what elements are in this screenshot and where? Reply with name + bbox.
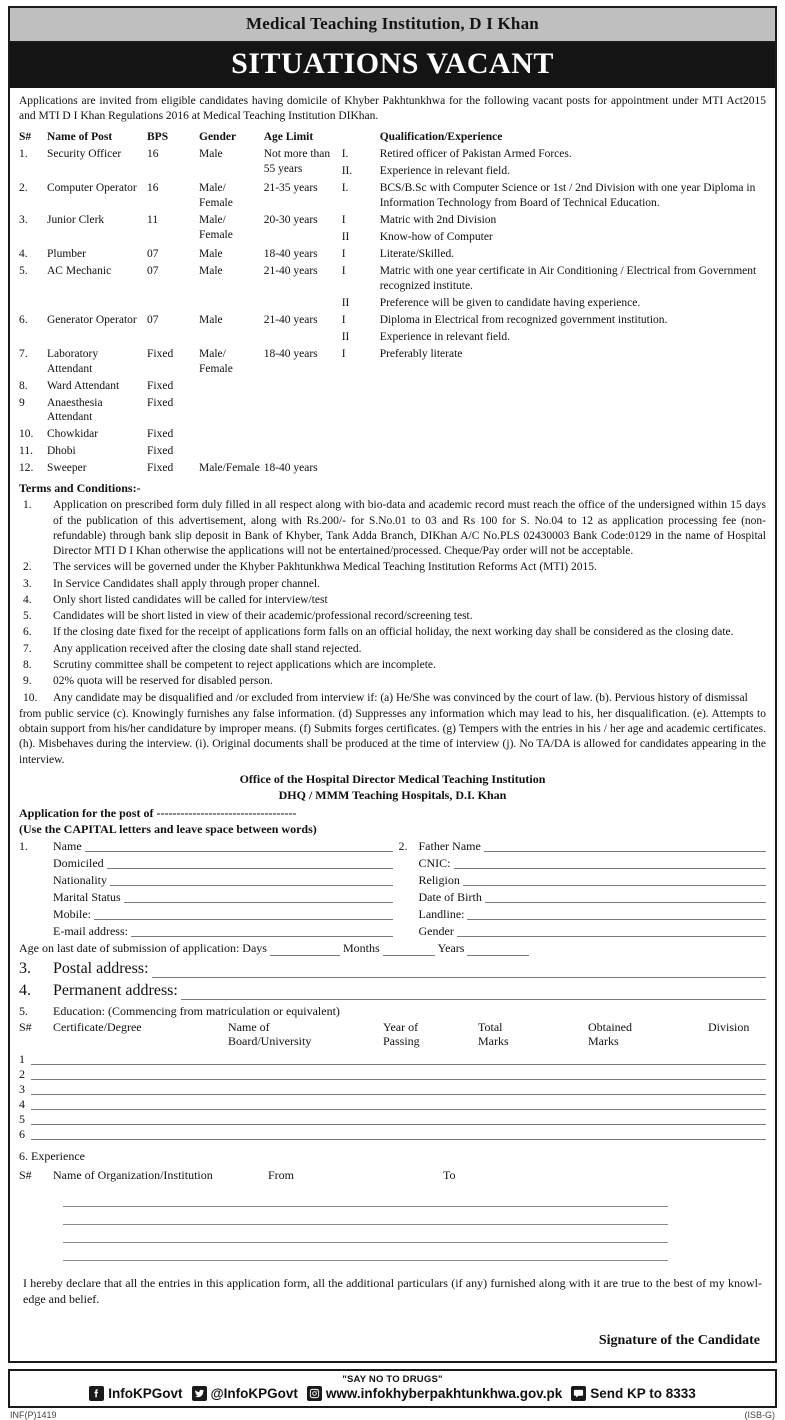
form-field-right-label: Father Name: [418, 839, 481, 854]
posts-table-body: [19, 146, 766, 477]
website-label: www.infokhyberpakhtunkhwa.gov.pk: [325, 1386, 563, 1402]
row-gender: Male: [199, 148, 223, 161]
form-field-right-label: Religion: [418, 873, 460, 888]
edu-col-sn-l1: S#: [19, 1020, 32, 1035]
form-field-left: [19, 890, 393, 903]
row-qual-index: [342, 395, 380, 427]
edu-col-certificate: [53, 1021, 228, 1049]
row-qualification: Diploma in Electrical from recognized government institution.: [379, 313, 668, 326]
col-qual-index: [342, 130, 380, 147]
col-bps: BPS: [147, 130, 169, 143]
form-field-right-input[interactable]: [484, 839, 766, 852]
edu-col-total-l2: Marks: [478, 1033, 509, 1048]
form-field-row: [19, 873, 766, 886]
form-field-right: [393, 873, 767, 886]
form-field-right-label: CNIC:: [418, 856, 451, 871]
education-row-number: 4: [19, 1096, 25, 1111]
row-qualification: Know-how of Computer: [379, 231, 493, 244]
form-field-row: [19, 924, 766, 937]
form-field-left-number: 1.: [19, 839, 28, 854]
terms-item-text: Candidates will be short listed in view of their academic/professional record/screening test.: [53, 610, 473, 623]
terms-item-text: Any application received after the closing date shall stand rejected.: [53, 642, 362, 655]
ref-right: (ISB-G): [744, 1410, 775, 1420]
table-row: [19, 212, 766, 229]
office-address: [19, 772, 766, 803]
edu-col-board-l1: Name of: [228, 1020, 270, 1035]
form-field-row: [19, 890, 766, 903]
slogan-say-no-to-drugs: "SAY NO TO DRUGS": [342, 1374, 443, 1386]
terms-item: [19, 593, 766, 608]
col-age-limit: Age Limit: [263, 130, 314, 143]
postal-address-row: [19, 960, 766, 978]
terms-item-number: 2.: [23, 561, 32, 574]
row-age-limit: 18-40 years: [263, 248, 318, 261]
twitter-label: @InfoKPGovt: [210, 1386, 298, 1402]
row-gender: Male: [199, 248, 223, 261]
row-gender: Male/Female: [199, 462, 260, 475]
capital-letters-note: (Use the CAPITAL letters and leave space between words): [19, 822, 317, 837]
row-bps: 16: [147, 182, 159, 195]
row-qual-index: II: [341, 330, 350, 343]
terms-item: [19, 577, 766, 592]
postal-address-input[interactable]: [152, 965, 766, 978]
row-bps: Fixed: [147, 445, 174, 458]
table-row: [19, 443, 766, 460]
terms-item-number: 3.: [23, 577, 32, 590]
exp-col-sn: S#: [19, 1167, 32, 1182]
row-bps: 16: [147, 148, 159, 161]
row-post-name: Plumber: [47, 248, 86, 261]
row-serial: 3.: [19, 214, 28, 227]
edu-col-year: [383, 1021, 478, 1049]
terms-heading: Terms and Conditions:-: [19, 481, 141, 496]
row-bps: Fixed: [147, 396, 174, 409]
age-on-last-date-row: [19, 941, 766, 956]
row-gender: Male/ Female: [199, 182, 233, 210]
posts-table-header-row: [19, 130, 766, 147]
row-serial: 1.: [19, 148, 28, 161]
education-row: [19, 1080, 766, 1095]
row-bps: 11: [147, 214, 159, 227]
age-months-input[interactable]: [383, 943, 435, 956]
footer-banner: [8, 1369, 777, 1408]
terms-item: [19, 658, 766, 673]
terms-item-number: 10.: [23, 691, 38, 704]
row-age-limit: 20-30 years: [263, 214, 318, 227]
row-serial: 6.: [19, 313, 28, 326]
form-field-right-input[interactable]: [454, 856, 766, 869]
permanent-address-row: [19, 982, 766, 1000]
form-field-right-input[interactable]: [467, 907, 766, 920]
form-field-left-input[interactable]: [131, 924, 393, 937]
edu-col-year-l2: Passing: [383, 1033, 420, 1048]
form-field-left: [19, 839, 393, 852]
terms-item-number: 1.: [23, 499, 32, 512]
row-qualification: [380, 395, 766, 427]
edu-col-obtained-l2: Marks: [588, 1033, 619, 1048]
education-row: [19, 1065, 766, 1080]
row-post-name: Security Officer: [47, 148, 122, 161]
row-qualification: Experience in relevant field.: [379, 165, 510, 178]
form-field-right-input[interactable]: [457, 924, 766, 937]
edu-col-board: [228, 1021, 383, 1049]
permanent-address-input[interactable]: [181, 987, 766, 1000]
row-qual-index: [342, 378, 380, 395]
terms-item: [19, 498, 766, 559]
form-field-left-label: Marital Status: [53, 890, 121, 905]
form-field-right-input[interactable]: [463, 873, 766, 886]
form-field-row: [19, 856, 766, 869]
row-post-name: AC Mechanic: [47, 265, 112, 278]
experience-row-input[interactable]: [63, 1243, 668, 1261]
social-twitter[interactable]: [192, 1386, 298, 1401]
experience-row-input[interactable]: [63, 1189, 668, 1207]
form-field-right: [393, 907, 767, 920]
form-field-right-number: 2.: [398, 839, 408, 854]
row-qual-index: I: [341, 265, 346, 278]
experience-title: 6. Experience: [19, 1148, 85, 1163]
edu-col-obtained-l1: Obtained: [588, 1020, 632, 1035]
row-qual-index: I.: [341, 182, 349, 195]
applicant-fields: [19, 839, 766, 937]
terms-list: [19, 498, 766, 706]
terms-item: [19, 642, 766, 657]
row-age-limit: 21-35 years: [263, 182, 318, 195]
office-line-2: DHQ / MMM Teaching Hospitals, D.I. Khan: [278, 787, 507, 802]
row-gender: Male/ Female: [199, 214, 233, 242]
term-10-continuation: from public service (c). Knowingly furnishes any false information. (d) Suppresses any information which may lead to his, her disqualification. (e). Attempts to obtain support from his/her candidature by improper means. (f) Submits forges certificates. (g) Tempers with the entries in his / her age and academic certificates. (h). Misbehaves during the interview. (i). Original documents shall be produced at the time of interview (j). No TA/DA is allowed for candidates appearing in the interview.: [19, 707, 766, 766]
edu-col-obtained-marks: [588, 1021, 708, 1049]
terms-item-number: 7.: [23, 642, 32, 655]
experience-table-header: [19, 1168, 766, 1183]
form-field-left-label: Mobile:: [53, 907, 91, 922]
form-field-right: [393, 924, 767, 937]
row-qualification: Matric with one year certificate in Air Conditioning / Electrical from Government recognized institute.: [379, 265, 757, 292]
education-row-input[interactable]: [31, 1080, 766, 1095]
ref-left: INF(P)1419: [10, 1410, 57, 1420]
permanent-address-number: 4.: [19, 982, 31, 1000]
row-qualification: [380, 378, 766, 395]
social-links-row: [10, 1386, 775, 1401]
signature-label: Signature of the Candidate: [598, 1333, 760, 1349]
declaration-text: I hereby declare that all the entries in this application form, all the additional particulars (if any) furnished along with it are true to the best of my knowl-edge and belief.: [23, 1275, 762, 1306]
form-field-row: [19, 907, 766, 920]
row-bps: Fixed: [147, 428, 174, 441]
form-field-left-label: E-mail address:: [53, 924, 128, 939]
education-label: Education: (Commencing from matriculation or equivalent): [53, 1004, 340, 1019]
row-age-limit: 21-40 years: [263, 265, 318, 278]
form-field-left-input[interactable]: [107, 856, 393, 869]
form-field-left-input[interactable]: [94, 907, 393, 920]
terms-item-number: 6.: [23, 626, 32, 639]
row-gender: Male: [199, 265, 223, 278]
social-facebook[interactable]: [89, 1386, 182, 1401]
row-bps: Fixed: [147, 347, 174, 360]
row-serial: 9: [19, 396, 25, 409]
terms-item: [19, 674, 766, 689]
banner-situations-vacant: SITUATIONS VACANT: [10, 43, 775, 88]
row-qualification: Preferably literate: [379, 347, 463, 360]
row-serial: 2.: [19, 182, 28, 195]
education-number: 5.: [19, 1004, 28, 1019]
terms-item-number: 5.: [23, 610, 32, 623]
age-days-input[interactable]: [270, 943, 340, 956]
form-field-right: [393, 839, 767, 852]
row-gender: [199, 378, 264, 395]
row-bps: Fixed: [147, 379, 174, 392]
row-qual-index: I.: [341, 148, 349, 161]
reference-line: [8, 1408, 777, 1420]
row-qualification: [380, 460, 766, 477]
row-qualification: Preference will be given to candidate having experience.: [379, 296, 641, 309]
age-years-label: Years: [437, 941, 465, 956]
row-qual-index: [342, 460, 380, 477]
row-gender: [199, 443, 264, 460]
education-row: [19, 1110, 766, 1125]
exp-col-to: To: [443, 1167, 456, 1182]
row-serial: 12.: [19, 462, 34, 475]
education-row-number: 1: [19, 1051, 25, 1066]
row-qual-index: [342, 426, 380, 443]
form-field-right-label: Gender: [418, 924, 454, 939]
advertisement-body: [10, 88, 775, 1362]
col-gender: Gender: [199, 130, 237, 143]
terms-item-text: If the closing date fixed for the receipt of applications form falls on an official holiday, the next working day shall be considered as the closing date.: [53, 626, 734, 639]
social-website[interactable]: [307, 1386, 562, 1401]
row-gender: Male: [199, 313, 223, 326]
row-post-name: Chowkidar: [47, 428, 99, 441]
row-post-name: Laboratory Attendant: [47, 347, 99, 375]
row-bps: Fixed: [147, 462, 174, 475]
sms-icon: [571, 1386, 586, 1401]
row-post-name: Sweeper: [47, 462, 87, 475]
age-years-input[interactable]: [467, 943, 529, 956]
terms-item-text: Application on prescribed form duly filled in all respect along with bio-data and academic record must reach the office of the undersigned within 15 days of the publication of this advertisement, along with Rs.200/- for S.No.01 to 03 and Rs 100 for S. No.04 to 12 as application processing fee (non-refundable) through bank slip deposit in Bank of Khyber, Tank Adda Branch, DIKhan A/C No.PLS 02430003 Bank Code:0129 in the name of Hospital Director MTI D I Khan otherwise the applications will not be entertained/processed. Cheque/Pay order will not be acceptable.: [53, 499, 766, 558]
exp-col-organization: Name of Organization/Institution: [53, 1167, 213, 1182]
table-row: [19, 246, 766, 263]
application-post-line: Application for the post of -----------------------------------: [19, 806, 297, 821]
table-row: [19, 146, 766, 163]
row-post-name: Ward Attendant: [47, 379, 120, 392]
postal-address-number: 3.: [19, 960, 31, 978]
facebook-label: InfoKPGovt: [108, 1386, 183, 1402]
edu-col-division-l1: Division: [708, 1020, 750, 1035]
row-qual-index: I: [341, 214, 346, 227]
row-gender: Male/ Female: [199, 347, 233, 375]
form-field-left-input[interactable]: [85, 839, 393, 852]
row-serial: 7.: [19, 347, 28, 360]
edu-col-board-l2: Board/University: [228, 1033, 312, 1048]
sms-label: Send KP to 8333: [590, 1386, 696, 1402]
row-post-name: Computer Operator: [47, 182, 137, 195]
row-qual-index: II: [341, 296, 350, 309]
education-row-input[interactable]: [31, 1065, 766, 1080]
row-age-limit: [264, 426, 342, 443]
social-sms[interactable]: [571, 1386, 696, 1401]
edu-col-total-marks: [478, 1021, 588, 1049]
row-qual-index: [342, 443, 380, 460]
row-age-limit: Not more than 55 years: [263, 148, 331, 176]
edu-col-certificate-l1: Certificate/Degree: [53, 1020, 142, 1035]
row-qual-index: II.: [341, 165, 353, 178]
posts-table: [19, 130, 766, 478]
form-field-left-label: Name: [53, 839, 82, 854]
instagram-icon: [307, 1386, 322, 1401]
education-row: [19, 1050, 766, 1065]
row-post-name: Anaesthesia Attendant: [47, 396, 103, 424]
row-serial: 10.: [19, 428, 34, 441]
terms-item-number: 9.: [23, 675, 32, 688]
row-qualification: [380, 443, 766, 460]
form-field-row: [19, 839, 766, 852]
table-row: [19, 378, 766, 395]
row-qualification: Retired officer of Pakistan Armed Forces.: [379, 148, 572, 161]
row-post-name: Dhobi: [47, 445, 76, 458]
row-qual-index: I: [341, 347, 346, 360]
education-table-header: [19, 1021, 766, 1049]
terms-item-text: Any candidate may be disqualified and /or excluded from interview if: (a) He/She was convinced by the court of law. (b). Pervious history of dismissal: [53, 691, 748, 704]
terms-item-number: 8.: [23, 659, 32, 672]
education-row-input[interactable]: [31, 1050, 766, 1065]
form-field-left-input[interactable]: [110, 873, 393, 886]
form-field-right-input[interactable]: [485, 890, 766, 903]
row-age-limit: [264, 395, 342, 427]
terms-item: [19, 560, 766, 575]
row-serial: 5.: [19, 265, 28, 278]
table-row: [19, 180, 766, 212]
education-row-number: 3: [19, 1081, 25, 1096]
edu-col-year-l1: Year of: [383, 1020, 419, 1035]
terms-item-text: 02% quota will be reserved for disabled person.: [53, 675, 273, 688]
education-rows: [19, 1050, 766, 1140]
intro-paragraph: Applications are invited from eligible candidates having domicile of Khyber Pakhtunkhwa for the following vacant posts for appointment under MTI Act2015 and MTI D I Khan Regulations 2016 at Medical Teaching Institution DIKhan.: [19, 94, 766, 123]
education-row-number: 6: [19, 1126, 25, 1141]
experience-row-input[interactable]: [63, 1207, 668, 1225]
education-row-input[interactable]: [31, 1095, 766, 1110]
row-age-limit: 21-40 years: [263, 313, 318, 326]
age-months-label: Months: [342, 941, 380, 956]
row-serial: 11.: [19, 445, 33, 458]
education-row-input[interactable]: [31, 1125, 766, 1140]
terms-item-text: In Service Candidates shall apply through proper channel.: [53, 577, 320, 590]
row-qual-index: I: [341, 248, 346, 261]
form-field-left-label: Nationality: [53, 873, 107, 888]
row-age-limit: [264, 378, 342, 395]
page-title: Medical Teaching Institution, D I Khan: [10, 8, 775, 43]
form-field-left: [19, 873, 393, 886]
age-prefix-label: Age on last date of submission of application: Days: [19, 941, 267, 956]
education-row-number: 5: [19, 1111, 25, 1126]
form-field-left-input[interactable]: [124, 890, 393, 903]
exp-col-from: From: [268, 1167, 295, 1182]
education-row: [19, 1095, 766, 1110]
form-field-left: [19, 907, 393, 920]
table-row: [19, 312, 766, 329]
terms-item: [19, 691, 766, 706]
table-row: [19, 426, 766, 443]
row-qual-index: I: [341, 313, 346, 326]
row-bps: 07: [147, 265, 159, 278]
education-row: [19, 1125, 766, 1140]
table-row: [19, 395, 766, 427]
terms-item-text: Only short listed candidates will be called for interview/test: [53, 593, 328, 606]
experience-rows: [63, 1189, 668, 1261]
form-field-left: [19, 856, 393, 869]
row-bps: 07: [147, 313, 159, 326]
row-age-limit: 18-40 years: [263, 347, 318, 360]
row-age-limit: 18-40 years: [263, 462, 318, 475]
education-row-number: 2: [19, 1066, 25, 1081]
terms-item: [19, 625, 766, 640]
edu-col-division: [708, 1021, 766, 1049]
form-field-right-label: Landline:: [418, 907, 465, 922]
col-sn: S#: [19, 130, 32, 143]
row-qualification: Experience in relevant field.: [379, 330, 510, 343]
row-gender: [199, 426, 264, 443]
office-line-1: Office of the Hospital Director Medical Teaching Institution: [239, 772, 546, 786]
form-field-right: [393, 890, 767, 903]
row-qualification: BCS/B.Sc with Computer Science or 1st / 2nd Division with one year Diploma in Information Technology from Board of Technical Education.: [379, 182, 756, 210]
row-serial: 4.: [19, 248, 28, 261]
col-name-of-post: Name of Post: [47, 130, 113, 143]
terms-item-number: 4.: [23, 593, 32, 606]
twitter-icon: [192, 1386, 207, 1401]
row-qualification: Matric with 2nd Division: [379, 214, 497, 227]
row-age-limit: [264, 443, 342, 460]
row-post-name: Generator Operator: [47, 313, 137, 326]
table-row: [19, 460, 766, 477]
edu-col-total-l1: Total: [478, 1020, 503, 1035]
table-row: [19, 263, 766, 295]
row-bps: 07: [147, 248, 159, 261]
facebook-icon: [89, 1386, 104, 1401]
form-field-right: [393, 856, 767, 869]
row-post-name: Junior Clerk: [47, 214, 105, 227]
row-qual-index: II: [341, 231, 350, 244]
row-qualification: Literate/Skilled.: [379, 248, 455, 261]
permanent-address-label: Permanent address:: [53, 982, 178, 1000]
col-qualification: Qualification/Experience: [379, 130, 503, 143]
advertisement-frame: [8, 6, 777, 1363]
row-qualification: [380, 426, 766, 443]
row-gender: [199, 395, 264, 427]
education-row-input[interactable]: [31, 1110, 766, 1125]
education-section-label-row: [19, 1004, 766, 1019]
terms-item: [19, 609, 766, 624]
form-field-right-label: Date of Birth: [418, 890, 482, 905]
terms-item-text: The services will be governed under the Khyber Pakhtunkhwa Medical Teaching Institution Reforms Act (MTI) 2015.: [53, 561, 597, 574]
table-row: [19, 346, 766, 378]
postal-address-label: Postal address:: [53, 960, 149, 978]
edu-col-sn: [19, 1021, 53, 1049]
form-field-left: [19, 924, 393, 937]
terms-item-text: Scrutiny committee shall be competent to reject applications which are incomplete.: [53, 659, 436, 672]
row-serial: 8.: [19, 379, 28, 392]
form-field-left-label: Domiciled: [53, 856, 104, 871]
